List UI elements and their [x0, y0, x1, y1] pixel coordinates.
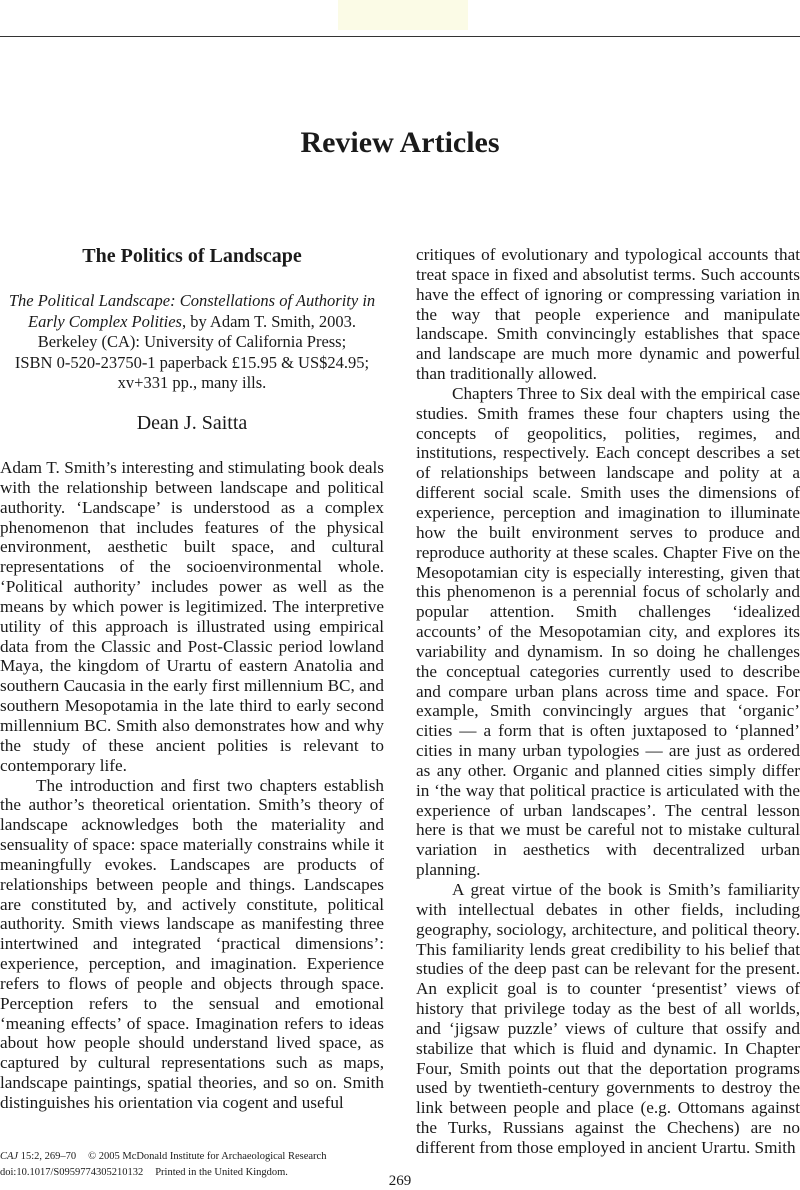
book-isbn-price: ISBN 0-520-23750-1 paperback £15.95 & US$24.95; [14, 352, 370, 372]
book-publisher: Berkeley (CA): University of California Press; [37, 332, 347, 351]
review-author: Dean J. Saitta [136, 412, 248, 434]
journal-abbrev: CAJ [0, 1151, 19, 1162]
doi: doi:10.1017/S0959774305210132 [0, 1167, 144, 1178]
article-title: The Politics of Landscape [82, 245, 302, 267]
book-title: The Political Landscape: Constellations of Authority in Early Complex Polities [8, 291, 376, 331]
right-column [416, 245, 800, 1158]
body-paragraph: critiques of evolutionary and typological accounts that treat space in fixed and absolutist terms. Such accounts have the effect of ignoring or compressing variation in the way that people experience and manipulate landscape. Smith convincingly establishes that space and landscape are much more dynamic and powerful than traditionally allowed. [416, 245, 800, 384]
body-paragraph: The introduction and first two chapters establish the author’s theoretical orientation. Smith’s theory of landscape acknowledges both the materiality and sensuality of space: space materially constrains while it meaningfully evokes. Landscapes are products of relationships between people and things. Landscapes are constituted by, and actively constitute, political authority. Smith views landscape as manifesting three intertwined and integrated ‘practical dimensions’: experience, perception, and imagination. Experience refers to flows of people and objects through space. Perception refers to the sensual and emotional ‘meaning effects’ of space. Imagination refers to ideas about how people should understand lived space, as captured by cultural representations such as maps, landscape paintings, spatial theories, and so on. Smith distinguishes his orientation via cogent and useful [0, 775, 384, 1112]
body-paragraph: A great virtue of the book is Smith’s familiarity with intellectual debates in other fields, including geography, sociology, architecture, and political theory. This familiarity lends great credibility to his belief that studies of the deep past can be relevant for the present. An explicit goal is to counter ‘presentist’ views of history that privilege today as the best of all worlds, and ‘jigsaw puzzle’ views of culture that ossify and stabilize that which is fluid and dynamic. In Chapter Four, Smith points out that the deportation programs used by twentieth-century governments to destroy the link between people and place (e.g. Ottomans against the Turks, Russians against the Chechens) are no different from those employed in ancient Urartu. Smith [416, 880, 800, 1157]
page-number: 269 [388, 1173, 412, 1189]
book-author-year: , by Adam T. Smith, 2003. [181, 311, 356, 331]
printed-notice: Printed in the United Kingdom. [155, 1167, 288, 1178]
header-tab [338, 0, 468, 30]
body-paragraph: Adam T. Smith’s interesting and stimulating book deals with the relationship between landscape and political authority. ‘Landscape’ is understood as a complex phenomenon that includes features of the physical environment, aesthetic built space, and cultural representations of the socioenvironmental whole. ‘Political authority’ includes power as well as the means by which power is legitimized. The interpretive utility of this approach is illustrated using empirical data from the Classic and Post-Classic period lowland Maya, the kingdom of Urartu of eastern Anatolia and southern Caucasia in the early first millennium BC, and southern Mesopotamia in the late third to early second millennium BC. Smith also demonstrates how and why the study of these ancient polities is relevant to contemporary life. [0, 458, 384, 775]
book-reference [0, 291, 384, 394]
book-pages: xv+331 pp., many ills. [117, 373, 267, 392]
header-rule [0, 36, 800, 37]
copyright-notice: © 2005 McDonald Institute for Archaeological Research [88, 1151, 327, 1162]
body-paragraph: Chapters Three to Six deal with the empirical case studies. Smith frames these four chapters using the concepts of geopolitics, polities, regimes, and institutions, respectively. Each concept describes a set of relationships between landscape and polity at a different social scale. Smith uses the dimensions of experience, perception and imagination to illuminate how the built environment serves to produce and reproduce authority at these scales. Chapter Five on the Mesopotamian city is especially interesting, given that this phenomenon is a perennial focus of scholarly and popular attention. Smith challenges ‘idealized accounts’ of the Mesopotamian city, and explores its variability and dynamism. In so doing he challenges the conceptual categories currently used to describe and compare urban plans across time and space. For example, Smith convincingly argues that ‘organic’ cities — a form that is often juxtaposed to ‘planned’ cities in many urban typologies — are just as ordered as any other. Organic and planned cities simply differ in ‘the way that political practice is articulated with the experience of urban landscapes’. The central lesson here is that we must be careful not to mistake cultural variation in aesthetics with decentralized urban planning. [416, 383, 800, 880]
section-title: Review Articles [300, 126, 500, 159]
journal-citation: 15:2, 269–70 [20, 1151, 77, 1162]
left-column [0, 458, 384, 1113]
